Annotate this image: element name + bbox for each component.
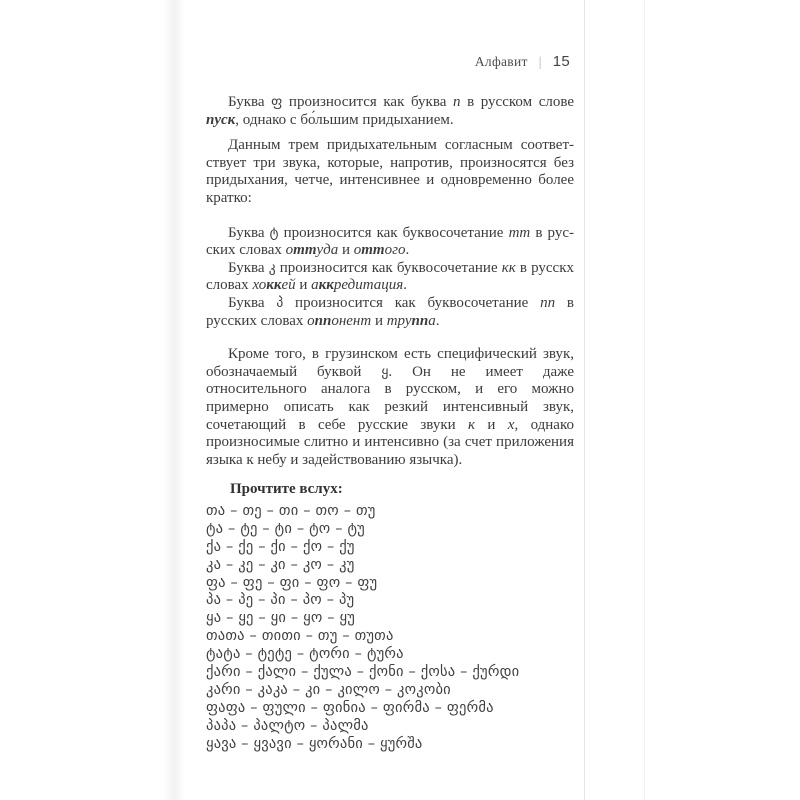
page-number: 15 — [552, 53, 570, 70]
paragraph-text: произносится как буквосочетание — [283, 294, 541, 311]
paragraph-text: , однако произносимые слитно и интенсивно (за счет приложения языка к небу и задействованию язычка). — [206, 416, 574, 468]
paragraph-text: хо — [252, 277, 267, 294]
page-content — [206, 94, 574, 754]
section-title: Алфавит — [474, 54, 528, 69]
read-aloud-line: ქარი – ქალი – ქულა – ქონი – ქოსა – ქურდი — [206, 664, 520, 681]
paragraph-text: и — [338, 242, 354, 259]
paragraph — [206, 260, 574, 295]
paragraph-text: Кроме того, в грузинском есть специфический звук, обозначаемый буквой — [206, 346, 574, 380]
paragraph — [206, 295, 574, 330]
paragraph-text: ей — [281, 277, 296, 294]
paragraph-text: и — [371, 312, 387, 329]
paragraph-text: произносится как буквосочетание — [275, 259, 502, 276]
paragraph-text: онент — [331, 312, 372, 329]
georgian-letter: ტ — [269, 224, 279, 241]
paragraph-text: в русском слове — [460, 94, 574, 110]
paragraph-text: и — [475, 416, 508, 433]
paragraph-text: тт — [293, 242, 317, 259]
paragraph — [206, 137, 574, 207]
read-aloud-line: ფაფა – ფული – ფინია – ფირმა – ფერმა — [206, 699, 494, 716]
read-aloud-line: კარი – კაკა – კი – კილო – კოკობი — [206, 681, 451, 698]
georgian-letter: კ — [268, 259, 276, 276]
paragraph-text: Буква — [228, 94, 272, 110]
paragraph-text: в русскх словах — [206, 259, 574, 294]
paragraph-text: кк — [501, 259, 516, 276]
paragraph-text: о — [285, 242, 294, 259]
read-aloud-line: ქა – ქე – ქი – ქო – ქუ — [206, 538, 355, 555]
paragraph-text: Буква — [228, 294, 277, 311]
read-aloud-line: ყა – ყე – ყი – ყო – ყუ — [206, 610, 356, 627]
page-stack-edge-line — [644, 0, 645, 800]
read-aloud-line: კა – კე – კი – კო – კუ — [206, 556, 355, 573]
paragraph-text: . — [435, 312, 440, 329]
page-left-edge-shadow — [163, 0, 185, 800]
page-right-edge-line — [584, 0, 585, 800]
paragraph-text: кк — [266, 277, 282, 294]
paragraph — [206, 225, 574, 260]
read-aloud-line: პა – პე – პი – პო – პუ — [206, 592, 355, 609]
paragraph-text: пп — [314, 312, 332, 329]
read-aloud-line: ფა – ფე – ფი – ფო – ფუ — [206, 574, 378, 591]
paragraph-text: о — [307, 312, 315, 329]
paragraph-text: пуск — [206, 111, 236, 128]
read-aloud-line: პაპა – პალტო – პალმა — [206, 717, 369, 734]
read-aloud-list — [206, 503, 574, 754]
paragraph-text: к — [468, 416, 476, 433]
paragraph-text: редитация — [333, 277, 404, 294]
read-aloud-line: ტატა – ტეტე – ტორი – ტურა — [206, 646, 404, 663]
paragraph-text: уда — [316, 242, 339, 259]
read-aloud-line: ტა – ტე – ტი – ტო – ტუ — [206, 520, 365, 537]
paragraph-text: п — [452, 94, 461, 110]
paragraph-text: тт — [508, 224, 531, 241]
paragraph-text: кк — [318, 277, 334, 294]
read-aloud-line: თათა – თითი – თუ – თუთა — [206, 628, 394, 645]
paragraph-text: произносится как буква — [282, 94, 453, 110]
paragraph-text: о — [353, 242, 362, 259]
paragraph — [206, 94, 574, 129]
page-header — [475, 53, 570, 70]
paragraph-text: тру — [386, 312, 412, 329]
paragraph — [206, 346, 574, 469]
paragraph-text: а — [311, 277, 319, 294]
paragraph-text: Данным трем придыхательным согласным соответствует три звука, которые, напротив, произносятся без придыхания, четче, интенсивнее и одновременно более кратко: — [206, 137, 574, 206]
paragraph-text: пп — [411, 312, 429, 329]
paragraph-text: в русских словах — [206, 294, 574, 329]
paragraphs — [206, 94, 574, 469]
paragraph-text: и — [295, 277, 312, 294]
header-separator: | — [538, 54, 542, 69]
paragraph-text: а — [428, 312, 436, 329]
read-aloud-heading: Прочтите вслух: — [230, 481, 343, 498]
paragraph-text: Буква — [228, 259, 269, 276]
paragraph-text: пп — [540, 294, 556, 311]
paragraph-text: . — [405, 242, 410, 259]
paragraph-text: . Он не имеет даже относительного аналога в русском, и его можно примерно описать как резкий интенсивный звук, сочетающий в себе русские звуки — [206, 363, 574, 433]
paragraph-text: произносится как буквосочетание — [278, 224, 509, 241]
georgian-letter: ფ — [271, 94, 283, 110]
paragraph-text: ого — [384, 242, 406, 259]
paragraph-text: тт — [361, 242, 385, 259]
paragraph-text: х — [507, 416, 515, 433]
read-aloud-line: ყავა – ყვავი – ყორანი – ყურშა — [206, 735, 423, 752]
georgian-letter: პ — [276, 294, 284, 311]
paragraph-text: , однако с бо́льшим придыханием. — [235, 111, 454, 128]
paragraph-text: . — [403, 277, 407, 294]
paragraph-text: в русских словах — [206, 224, 574, 259]
georgian-letter: ყ — [381, 363, 389, 380]
paragraph-text: Буква — [228, 224, 270, 241]
read-aloud-line: თა – თე – თი – თო – თუ — [206, 502, 376, 519]
